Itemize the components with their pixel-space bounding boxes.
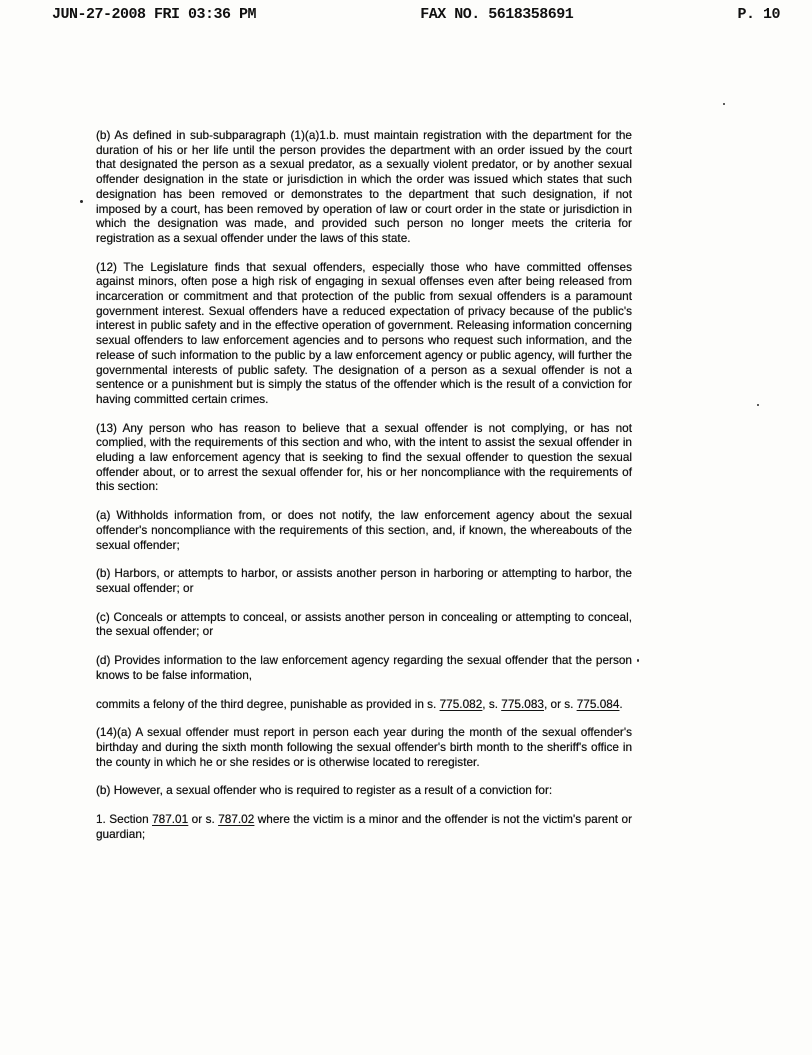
scan-artifact xyxy=(80,200,83,203)
paragraph: (d) Provides information to the law enforcement agency regarding the sexual offender that the person knows to be false information, xyxy=(96,653,632,682)
paragraph: commits a felony of the third degree, punishable as provided in s. 775.082, s. 775.083, or s. 775.084. xyxy=(96,696,623,711)
fax-number: FAX NO. 5618358691 xyxy=(420,6,574,23)
scan-artifact xyxy=(757,404,759,406)
scan-artifact xyxy=(637,659,639,662)
scan-artifact xyxy=(723,103,725,105)
paragraph: (b) However, a sexual offender who is required to register as a result of a conviction for: xyxy=(96,783,553,798)
paragraph: (a) Withholds information from, or does not notify, the law enforcement agency about the sexual offender's noncompliance with the requirements of this section, and, if known, the whereabouts of the sexual offender; xyxy=(96,508,632,552)
paragraph: (b) Harbors, or attempts to harbor, or assists another person in harboring or attempting to harbor, the sexual offender; or xyxy=(96,566,632,595)
paragraph: 1. Section 787.01 or s. 787.02 where the victim is a minor and the offender is not the victim's parent or guardian; xyxy=(96,812,632,841)
paragraph: (c) Conceals or attempts to conceal, or assists another person in concealing or attempting to conceal, the sexual offender; or xyxy=(96,609,632,639)
fax-header xyxy=(0,6,812,23)
document-body xyxy=(96,128,632,855)
paragraph: (b) As defined in sub-subparagraph (1)(a)1.b. must maintain registration with the department for the duration of his or her life until the person provides the department with an order issued by the court that designated the person as a sexual predator, as a sexually violent predator, or by another sexual offender designation in the state or jurisdiction in which the order was issued which states that such designation has been removed or demonstrates to the department that such designation, if not imposed by a court, has been removed by operation of law or court order in the state or jurisdiction in which the designation was made, and provided such person no longer meets the criteria for registration as a sexual offender under the laws of this state. xyxy=(96,128,632,245)
fax-datetime: JUN-27-2008 FRI 03:36 PM xyxy=(52,6,257,23)
paragraph: (12) The Legislature finds that sexual offenders, especially those who have committed offenses against minors, often pose a high risk of engaging in sexual offenses even after being released from incarceration or commitment and that protection of the public from sexual offenders is a paramount government interest. Sexual offenders have a reduced expectation of privacy because of the public's interest in public safety and in the effective operation of government. Releasing information concerning sexual offenders to law enforcement agencies and to persons who request such information, and the release of such information to the public by a law enforcement agency or public agency, will further the governmental interests of public safety. The designation of a person as a sexual offender is not a sentence or a punishment but is simply the status of the offender which is the result of a conviction for having committed certain crimes. xyxy=(96,259,632,406)
paragraph: (14)(a) A sexual offender must report in person each year during the month of the sexual offender's birthday and during the sixth month following the sexual offender's birth month to the sheriff's office in the county in which he or she resides or is otherwise located to reregister. xyxy=(96,725,632,769)
paragraph: (13) Any person who has reason to believe that a sexual offender is not complying, or has not complied, with the requirements of this section and who, with the intent to assist the sexual offender in eluding a law enforcement agency that is seeking to find the sexual offender to question the sexual offender about, or to arrest the sexual offender for, his or her noncompliance with the requirements of this section: xyxy=(96,420,632,494)
fax-page-number: P. 10 xyxy=(737,6,780,23)
